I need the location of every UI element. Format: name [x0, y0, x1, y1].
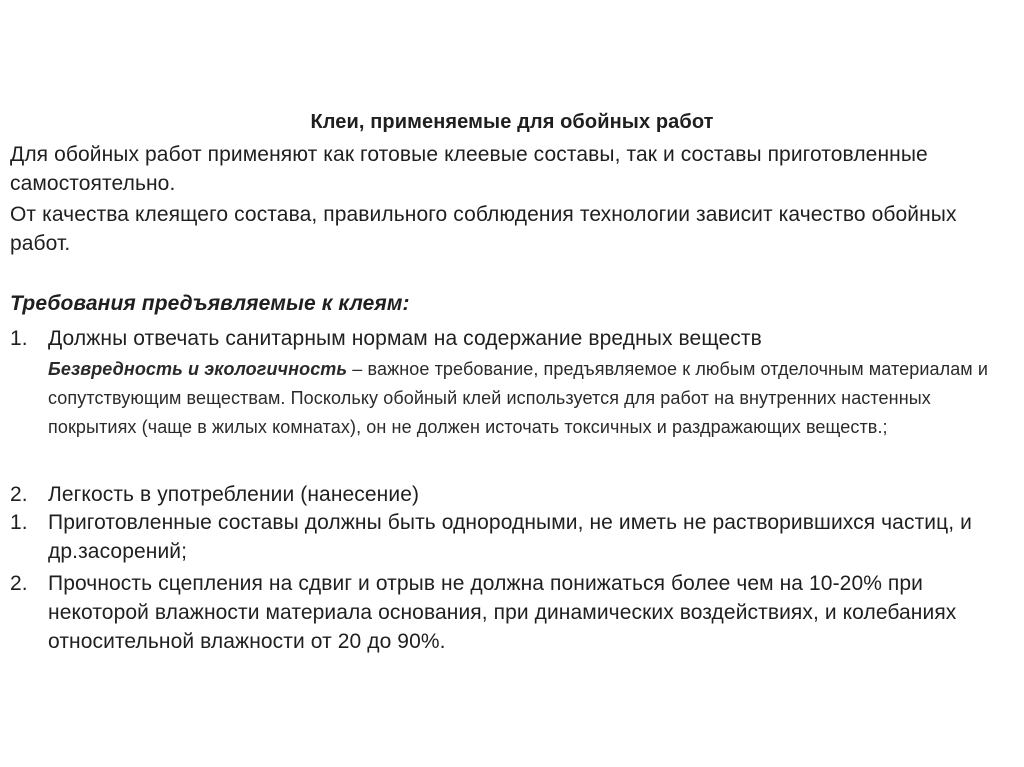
requirements-heading: Требования предъявляемые к клеям:: [10, 292, 410, 315]
requirement-item: [10, 569, 1015, 656]
requirement-item: [10, 324, 1015, 353]
intro-paragraph-2: От качества клеящего состава, правильного соблюдения технологии зависит качество обойных работ.: [10, 203, 957, 255]
requirement-text: Легкость в употреблении (нанесение): [48, 483, 420, 506]
requirement-number: 1.: [10, 327, 28, 350]
explanation-emphasis: Безвредность и экологичность: [48, 359, 348, 379]
requirement-number: 2.: [10, 483, 28, 506]
requirement-number: 2.: [10, 572, 28, 595]
intro-paragraph-1: Для обойных работ применяют как готовые клеевые составы, так и составы приготовленные самостоятельно.: [10, 143, 928, 195]
requirement-explanation: [48, 355, 1008, 442]
requirement-item: [10, 480, 1015, 509]
explanation-text: – важное требование, предъявляемое к любым отделочным материалам и сопутствующим веществам. Поскольку обойный клей используется для работ на внутренних настенных покрытиях (чаще в жилых комнатах), он не должен источать токсичных и раздражающих веществ.;: [48, 359, 989, 437]
slide-title: Клеи, применяемые для обойных работ: [310, 111, 714, 133]
requirement-text: Должны отвечать санитарным нормам на содержание вредных веществ: [48, 327, 762, 350]
requirement-item: [10, 508, 1015, 566]
requirement-number: 1.: [10, 511, 28, 534]
requirement-text: Приготовленные составы должны быть однородными, не иметь не растворившихся частиц, и др.засорений;: [48, 511, 972, 563]
requirement-text: Прочность сцепления на сдвиг и отрыв не должна понижаться более чем на 10-20% при некоторой влажности материала основания, при динамических воздействиях, и колебаниях относительной влажности от 20 до 90%.: [48, 572, 957, 653]
